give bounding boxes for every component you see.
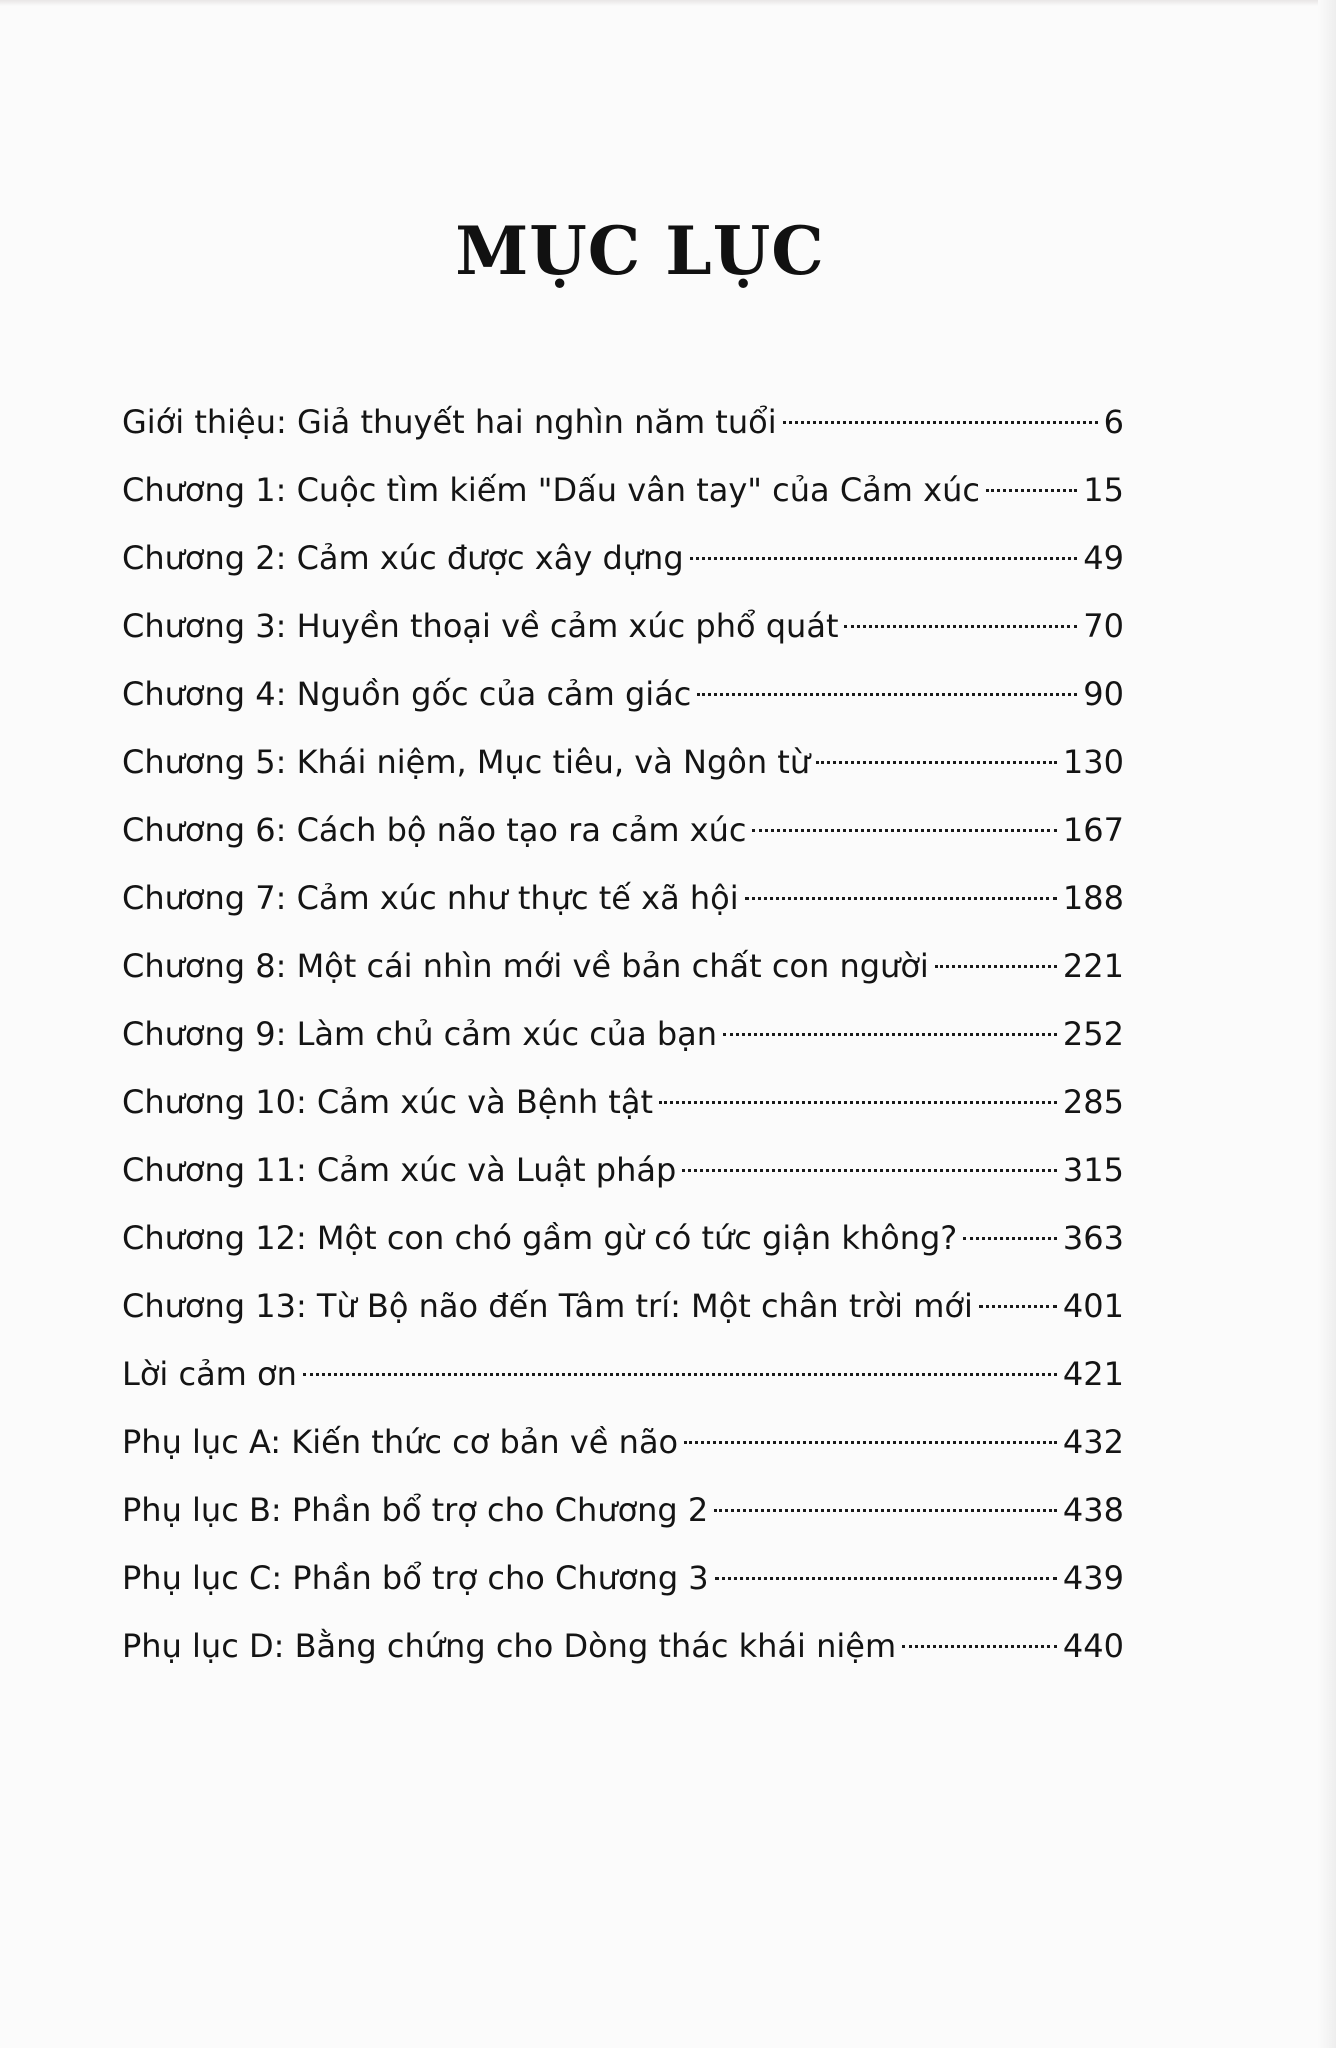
toc-entry [122, 388, 1124, 456]
toc-entry [122, 728, 1124, 796]
toc-entry-page: 6 [1103, 403, 1124, 441]
toc-leader-dots [783, 421, 1098, 424]
toc-entry [122, 1612, 1124, 1680]
toc-leader-dots [714, 1509, 1057, 1512]
toc-entry [122, 592, 1124, 660]
toc-entry-label: Phụ lục B: Phần bổ trợ cho Chương 2 [122, 1491, 709, 1529]
toc-entry [122, 1204, 1124, 1272]
toc-entry-label: Chương 2: Cảm xúc được xây dựng [122, 539, 684, 577]
toc-entry [122, 1272, 1124, 1340]
toc-entry-label: Chương 10: Cảm xúc và Bệnh tật [122, 1083, 653, 1121]
toc-entry [122, 1544, 1124, 1612]
toc-leader-dots [844, 625, 1077, 628]
toc-entry-label: Chương 6: Cách bộ não tạo ra cảm xúc [122, 811, 747, 849]
toc-entry-page: 439 [1062, 1559, 1124, 1597]
toc-leader-dots [303, 1373, 1057, 1376]
toc-entry [122, 1068, 1124, 1136]
toc-entry [122, 796, 1124, 864]
toc-leader-dots [684, 1441, 1057, 1444]
toc-leader-dots [697, 693, 1077, 696]
toc-entry [122, 1476, 1124, 1544]
toc-entry-label: Phụ lục C: Phần bổ trợ cho Chương 3 [122, 1559, 709, 1597]
toc-entry-page: 70 [1083, 607, 1124, 645]
toc-leader-dots [715, 1577, 1057, 1580]
toc-entry-page: 130 [1062, 743, 1124, 781]
toc-entry-label: Chương 13: Từ Bộ não đến Tâm trí: Một chân trời mới [122, 1287, 973, 1325]
toc-entry-label: Giới thiệu: Giả thuyết hai nghìn năm tuổi [122, 403, 777, 441]
toc-entry [122, 1340, 1124, 1408]
toc-entry-page: 440 [1062, 1627, 1124, 1665]
toc-entry-label: Chương 9: Làm chủ cảm xúc của bạn [122, 1015, 718, 1053]
toc-entry [122, 864, 1124, 932]
toc-entry-label: Phụ lục D: Bằng chứng cho Dòng thác khái niệm [122, 1627, 897, 1665]
page-right-edge [1318, 0, 1336, 2048]
toc-leader-dots [723, 1033, 1057, 1036]
toc-entry-page: 49 [1083, 539, 1124, 577]
toc-entry-page: 285 [1062, 1083, 1124, 1121]
toc-leader-dots [659, 1101, 1057, 1104]
toc-leader-dots [986, 489, 1077, 492]
toc-entry-label: Chương 3: Huyền thoại về cảm xúc phổ quát [122, 607, 839, 645]
toc-entry-label: Lời cảm ơn [122, 1355, 297, 1393]
toc-leader-dots [816, 761, 1057, 764]
page-title: MỤC LỤC [455, 212, 825, 291]
table-of-contents [122, 388, 1124, 1680]
toc-entry-page: 438 [1062, 1491, 1124, 1529]
toc-leader-dots [752, 829, 1056, 832]
toc-leader-dots [682, 1169, 1057, 1172]
toc-entry-page: 188 [1062, 879, 1124, 917]
toc-entry-page: 432 [1062, 1423, 1124, 1461]
toc-entry-label: Chương 7: Cảm xúc như thực tế xã hội [122, 879, 739, 917]
toc-entry [122, 660, 1124, 728]
toc-entry-page: 167 [1062, 811, 1124, 849]
toc-entry-label: Chương 4: Nguồn gốc của cảm giác [122, 675, 692, 713]
toc-leader-dots [745, 897, 1057, 900]
toc-entry [122, 524, 1124, 592]
toc-entry-label: Chương 11: Cảm xúc và Luật pháp [122, 1151, 677, 1189]
toc-entry [122, 1000, 1124, 1068]
toc-entry-page: 221 [1062, 947, 1124, 985]
toc-entry-page: 421 [1062, 1355, 1124, 1393]
toc-entry [122, 1136, 1124, 1204]
toc-entry-page: 401 [1062, 1287, 1124, 1325]
toc-entry-page: 315 [1062, 1151, 1124, 1189]
toc-leader-dots [963, 1237, 1057, 1240]
toc-entry-label: Chương 1: Cuộc tìm kiếm "Dấu vân tay" của Cảm xúc [122, 471, 980, 509]
toc-entry-label: Chương 12: Một con chó gầm gừ có tức giận không? [122, 1219, 958, 1257]
toc-entry-page: 252 [1062, 1015, 1124, 1053]
page-top-edge [0, 0, 1336, 6]
toc-entry-label: Phụ lục A: Kiến thức cơ bản về não [122, 1423, 679, 1461]
toc-entry [122, 456, 1124, 524]
toc-entry-page: 15 [1083, 471, 1124, 509]
toc-entry-page: 90 [1083, 675, 1124, 713]
toc-leader-dots [979, 1305, 1057, 1308]
toc-entry [122, 932, 1124, 1000]
toc-leader-dots [902, 1645, 1057, 1648]
toc-entry-page: 363 [1062, 1219, 1124, 1257]
toc-leader-dots [935, 965, 1057, 968]
toc-entry [122, 1408, 1124, 1476]
toc-entry-label: Chương 8: Một cái nhìn mới về bản chất con người [122, 947, 929, 985]
toc-entry-label: Chương 5: Khái niệm, Mục tiêu, và Ngôn từ [122, 743, 811, 781]
toc-leader-dots [690, 557, 1078, 560]
